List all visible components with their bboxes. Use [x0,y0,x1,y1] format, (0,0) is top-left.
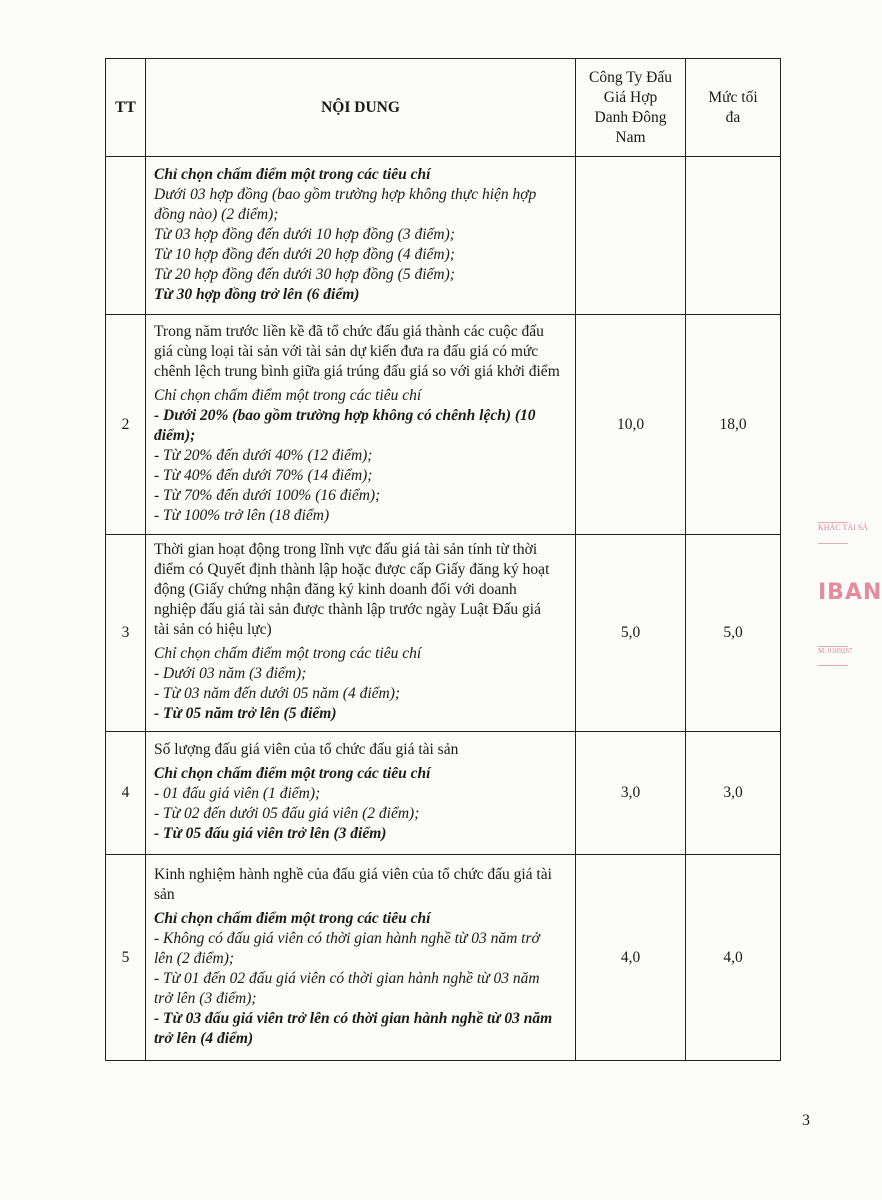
criterion-text: lên (2 điểm); [154,949,235,967]
row1-score [576,157,686,315]
criterion-text: - Từ 20% đến dưới 40% (12 điểm); [154,446,373,464]
criterion-text: đồng nào) (2 điểm); [154,205,279,223]
criterion-text: Từ 03 hợp đồng đến dưới 10 hợp đồng (3 điểm); [154,225,455,243]
row5-score: 4,0 [576,855,686,1061]
stamp-fragment-top: KHÁC TÀI SẢ [818,522,848,544]
row2-intro-line: chênh lệch trung bình giữa giá trúng đấu giá so với giá khởi điểm [154,362,560,380]
criterion-text: - Từ 05 năm trở lên (5 điểm) [154,705,337,722]
header-max-line: đa [725,108,741,126]
criterion-text: Từ 20 hợp đồng đến dưới 30 hợp đồng (5 điểm); [154,265,455,283]
row3-intro-line: tài sản có hiệu lực) [154,621,272,638]
row3-max: 5,0 [686,535,781,732]
row2-content [146,315,576,535]
row2-tt: 2 [106,315,146,535]
page-number: 3 [802,1112,810,1129]
stamp-fragment-mid: IBAN [818,580,882,605]
row5-intro-line: Kinh nghiệm hành nghề của đấu giá viên của tổ chức đấu giá tài [154,865,552,883]
criterion-text: Từ 30 hợp đồng trở lên (6 điểm) [154,285,360,303]
row2-max: 18,0 [686,315,781,535]
criterion-text: Dưới 03 hợp đồng (bao gồm trường hợp không thực hiện hợp [154,185,537,203]
row3-score: 5,0 [576,535,686,732]
row2-intro-line: giá cùng loại tài sản với tài sản dự kiến đưa ra đấu giá có mức [154,342,539,360]
row2-score: 10,0 [576,315,686,535]
row2-intro-line: Trong năm trước liền kề đã tổ chức đấu giá thành các cuộc đấu [154,322,544,340]
table-row [106,855,781,1061]
row4-tt: 4 [106,732,146,855]
criterion-text: điểm); [154,426,196,444]
row5-intro-line: sản [154,885,175,903]
criterion-text: - Từ 40% đến dưới 70% (14 điểm); [154,466,373,484]
row1-tt [106,157,146,315]
criterion-text: - Từ 05 đấu giá viên trở lên (3 điểm) [154,825,387,842]
row3-intro-line: nghiệp đấu giá tài sản được thành lập trước ngày Luật Đấu giá [154,601,541,618]
criterion-text: Từ 10 hợp đồng đến dưới 20 hợp đồng (4 điểm); [154,245,455,263]
row3-content [146,535,576,732]
criterion-text: - Từ 03 năm đến dưới 05 năm (4 điểm); [154,685,401,702]
header-score-line: Giá Hợp [603,88,658,106]
row5-max: 4,0 [686,855,781,1061]
criterion-text: trở lên (3 điểm); [154,989,257,1007]
header-content: NỘI DUNG [146,59,576,157]
row3-intro-line: điểm có Quyết định thành lập hoặc được cấp Giấy đăng ký hoạt [154,561,550,578]
table-row [106,315,781,535]
header-max-line: Mức tối [708,88,758,106]
row1-max [686,157,781,315]
row1-content [146,157,576,315]
table-row [106,157,781,315]
criterion-text: - Dưới 20% (bao gồm trường hợp không có chênh lệch) (10 [154,406,536,424]
header-score [576,59,686,157]
criterion-text: trở lên (4 điểm) [154,1029,254,1047]
choose-criteria-text: Chỉ chọn chấm điểm một trong các tiêu chí [154,645,422,662]
header-score-line: Danh Đông [594,108,667,126]
criterion-text: - Không có đấu giá viên có thời gian hành nghề từ 03 năm trở [154,929,540,947]
criterion-text: - Từ 02 đến dưới 05 đấu giá viên (2 điểm); [154,805,420,822]
row3-tt: 3 [106,535,146,732]
header-tt: TT [106,59,146,157]
row5-content [146,855,576,1061]
table-row [106,535,781,732]
scoring-table [105,58,781,1061]
criterion-text: - Từ 70% đến dưới 100% (16 điểm); [154,486,381,504]
header-max [686,59,781,157]
table-header-row [106,59,781,157]
row3-intro-line: động (Giấy chứng nhận đăng ký kinh doanh đối với doanh [154,581,517,598]
row4-score: 3,0 [576,732,686,855]
row4-content [146,732,576,855]
choose-criteria-text: Chỉ chọn chấm điểm một trong các tiêu chí [154,165,431,183]
table-row [106,732,781,855]
row5-tt: 5 [106,855,146,1061]
criterion-text: - 01 đấu giá viên (1 điểm); [154,785,321,802]
choose-criteria-text: Chỉ chọn chấm điểm một trong các tiêu chí [154,386,422,404]
stamp-fragment-bottom: M: 0109287 [818,646,848,666]
header-score-line: Công Ty Đấu [588,68,673,86]
criterion-text: - Từ 01 đến 02 đấu giá viên có thời gian hành nghề từ 03 năm [154,969,540,987]
criterion-text: - Từ 100% trở lên (18 điểm) [154,506,330,524]
criterion-text: - Dưới 03 năm (3 điểm); [154,665,307,682]
row4-max: 3,0 [686,732,781,855]
header-score-line: Nam [615,128,646,146]
choose-criteria-text: Chỉ chọn chấm điểm một trong các tiêu chí [154,765,431,782]
criterion-text: - Từ 03 đấu giá viên trở lên có thời gian hành nghề từ 03 năm [154,1009,553,1027]
row3-intro-line: Thời gian hoạt động trong lĩnh vực đấu giá tài sản tính từ thời [154,541,538,558]
row4-intro-line: Số lượng đấu giá viên của tổ chức đấu giá tài sản [154,741,459,758]
choose-criteria-text: Chỉ chọn chấm điểm một trong các tiêu chí [154,909,431,927]
